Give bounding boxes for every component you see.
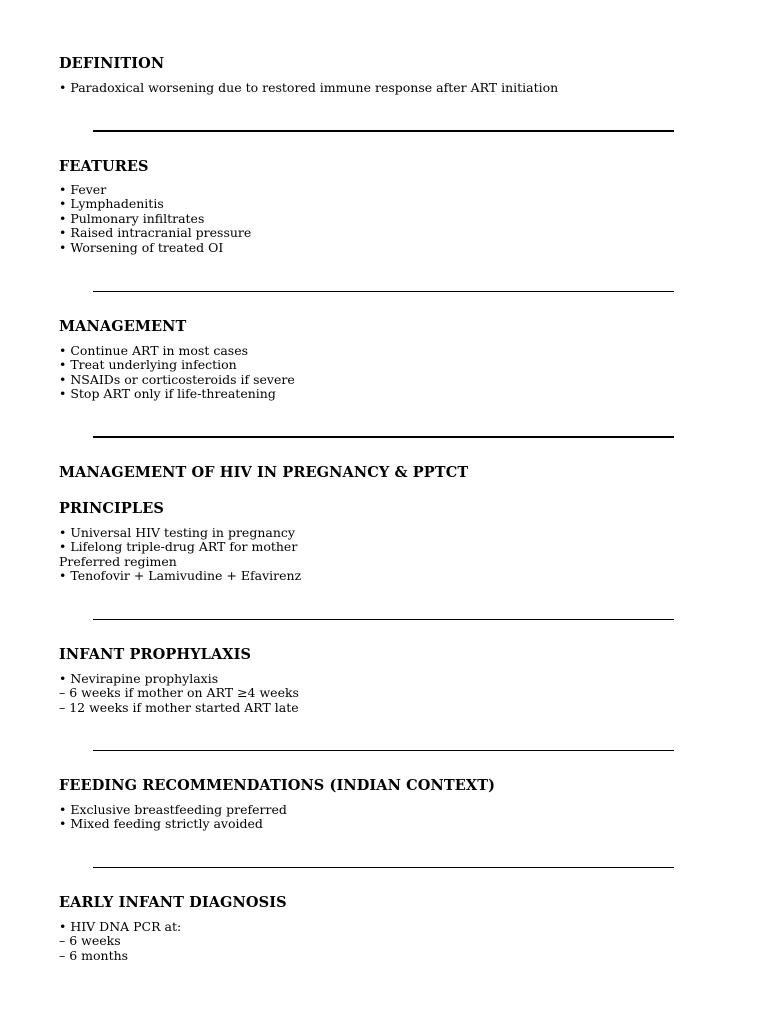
list-item: • Continue ART in most cases	[59, 343, 249, 358]
section-heading-feeding: FEEDING RECOMMENDATIONS (INDIAN CONTEXT)	[59, 777, 496, 794]
list-item: – 12 weeks if mother started ART late	[59, 700, 299, 715]
section-heading-early-infant-diagnosis: EARLY INFANT DIAGNOSIS	[59, 894, 287, 911]
section-divider	[93, 436, 674, 438]
list-item: • Raised intracranial pressure	[59, 225, 252, 240]
list-item: • Universal HIV testing in pregnancy	[59, 525, 295, 540]
list-item: • Lifelong triple-drug ART for mother	[59, 539, 298, 554]
list-item: – 6 months	[59, 948, 129, 963]
section-heading-infant-prophylaxis: INFANT PROPHYLAXIS	[59, 646, 252, 663]
list-item: • Fever	[59, 182, 107, 197]
section-divider	[93, 130, 674, 132]
list-item: • HIV DNA PCR at:	[59, 919, 182, 934]
section-divider	[93, 867, 674, 868]
section-divider	[93, 750, 674, 751]
list-item: • Pulmonary infiltrates	[59, 211, 205, 226]
list-item: • Tenofovir + Lamivudine + Efavirenz	[59, 568, 302, 583]
section-divider	[93, 619, 674, 620]
list-item: • Stop ART only if life-threatening	[59, 386, 276, 401]
list-item: • Treat underlying infection	[59, 357, 237, 372]
section-heading-management: MANAGEMENT	[59, 318, 187, 335]
list-item: • NSAIDs or corticosteroids if severe	[59, 372, 295, 387]
list-item: • Nevirapine prophylaxis	[59, 671, 219, 686]
list-item: – 6 weeks if mother on ART ≥4 weeks	[59, 685, 299, 700]
list-item: • Lymphadenitis	[59, 196, 164, 211]
list-item: • Worsening of treated OI	[59, 240, 224, 255]
list-item: • Mixed feeding strictly avoided	[59, 816, 263, 831]
section-heading-features: FEATURES	[59, 158, 149, 175]
section-heading-principles: PRINCIPLES	[59, 500, 164, 517]
list-item: • Exclusive breastfeeding preferred	[59, 802, 287, 817]
list-item: Preferred regimen	[59, 554, 177, 569]
section-heading-definition: DEFINITION	[59, 55, 165, 72]
section-divider	[93, 291, 674, 292]
list-item: • Paradoxical worsening due to restored immune response after ART initiation	[59, 80, 559, 95]
section-heading-pregnancy-pptct: MANAGEMENT OF HIV IN PREGNANCY & PPTCT	[59, 464, 469, 481]
list-item: – 6 weeks	[59, 933, 121, 948]
